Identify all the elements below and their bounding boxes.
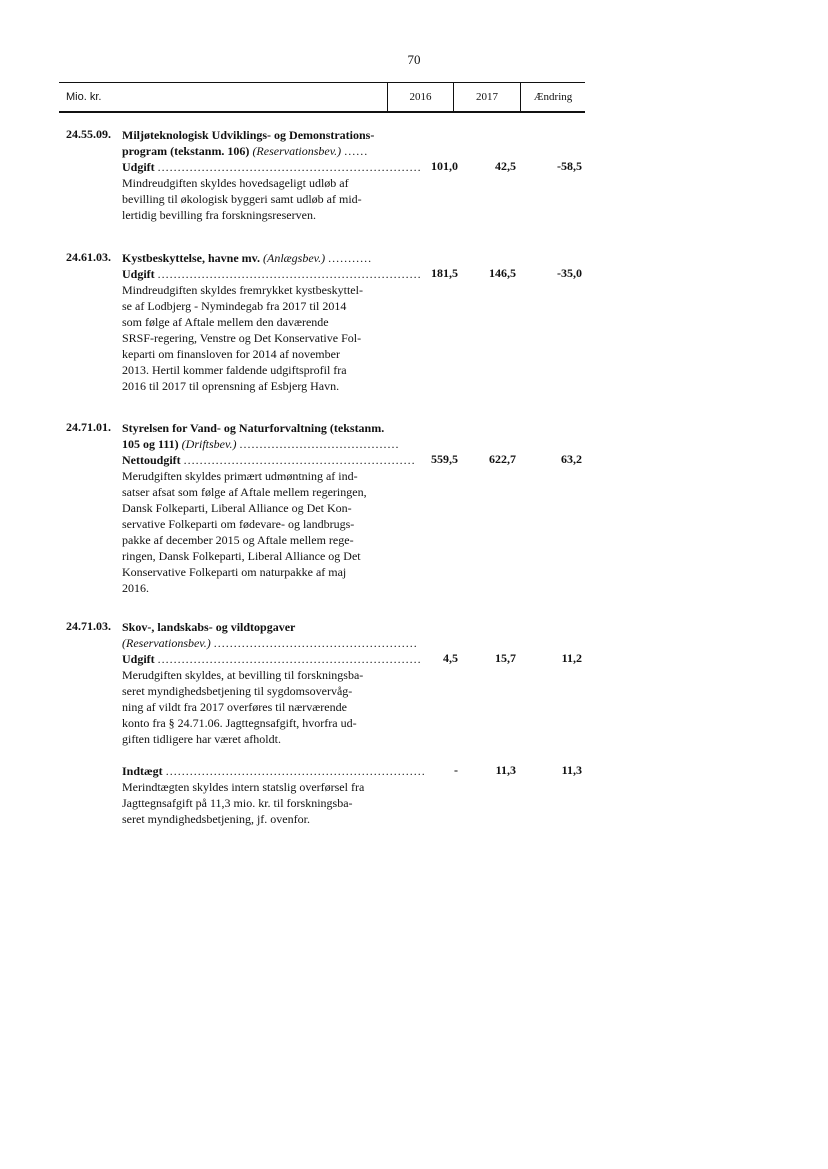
value-2016: 559,5 (431, 452, 458, 466)
item-line: Udgift .................................................................. (122, 267, 422, 281)
value-2016: 4,5 (443, 651, 458, 665)
account-code: 24.55.09. (66, 127, 111, 141)
value-2017: 146,5 (489, 266, 516, 280)
unit-label: Mio. kr. (66, 91, 102, 103)
header-change: Ændring (533, 91, 573, 103)
value-2017: 15,7 (495, 651, 516, 665)
item-line-income: Indtægt ................................................................. (122, 764, 426, 778)
table-header (59, 82, 585, 113)
income-value-2016: - (454, 763, 458, 777)
explanation-text: Mindreudgiften skyldes hovedsageligt udløb af bevilling til økologisk byggeri samt udløb af mid- lertidig bevilling fra forskningsreserven. (122, 176, 362, 222)
account-code: 24.71.01. (66, 420, 111, 434)
entry-title-cont: (Reservationsbev.) ................................................... (122, 636, 418, 650)
income-value-2017: 11,3 (495, 763, 516, 777)
entry-title: Miljøteknologisk Udviklings- og Demonstrations- (122, 128, 375, 142)
entry-title-cont: program (tekstanm. 106) (Reservationsbev.) ...... (122, 144, 369, 158)
income-value-change: 11,3 (561, 763, 582, 777)
entry-title: Skov-, landskabs- og vildtopgaver (122, 620, 296, 634)
explanation-text-income: Merindtægten skyldes intern statslig overførsel fra Jagttegnsafgift på 11,3 mio. kr. til forskningsba- seret myndighedsbetjening, jf. ovenfor. (122, 780, 365, 826)
entry-title: Kystbeskyttelse, havne mv. (Anlægsbev.) ........... (122, 251, 373, 265)
value-2017: 42,5 (495, 159, 516, 173)
value-2016: 101,0 (431, 159, 458, 173)
value-2017: 622,7 (489, 452, 516, 466)
value-change: 63,2 (561, 452, 582, 466)
item-line: Udgift .................................................................. (122, 652, 422, 666)
explanation-text: Mindreudgiften skyldes fremrykket kystbeskyttel- se af Lodbjerg - Nymindegab fra 2017 til 2014 som følge af Aftale mellem den daværende SRSF-regering, Venstre og Det Konservative Fol- keparti om finansloven for 2014 af november 2013. Hertil kommer faldende udgiftsprofil fra 2016 til 2017 til oprensning af Esbjerg Havn. (122, 283, 363, 393)
item-line: Nettoudgift .......................................................... (122, 453, 416, 467)
page-number: 70 (407, 52, 421, 67)
value-change: -35,0 (557, 266, 582, 280)
header-2016: 2016 (409, 91, 432, 103)
explanation-text: Merudgiften skyldes, at bevilling til forskningsba- seret myndighedsbetjening til sygdomsovervåg- ning af vildt fra 2017 overføres til nærværende konto fra § 24.71.06. Jagttegnsafgift, hvorfra ud- giften tidligere har været afholdt. (122, 668, 364, 746)
value-2016: 181,5 (431, 266, 458, 280)
value-change: 11,2 (561, 651, 582, 665)
value-change: -58,5 (557, 159, 582, 173)
account-code: 24.61.03. (66, 250, 111, 264)
item-line: Udgift .................................................................. (122, 160, 422, 174)
header-2017: 2017 (476, 91, 498, 103)
entry-title: Styrelsen for Vand- og Naturforvaltning (tekstanm. (122, 421, 385, 435)
entry-title-cont: 105 og 111) (Driftsbev.) ........................................ (122, 437, 400, 451)
explanation-text: Merudgiften skyldes primært udmøntning af ind- satser afsat som følge af Aftale mellem regeringen, Dansk Folkeparti, Liberal Alliance og Det Kon- servative Folkeparti om fødevare- og landbrugs- pakke af december 2015 og Aftale mellem rege- ringen, Dansk Folkeparti, Liberal Alliance og Det Konservative Folkeparti om naturpakke af maj 2016. (122, 469, 367, 595)
account-code: 24.71.03. (66, 619, 111, 633)
